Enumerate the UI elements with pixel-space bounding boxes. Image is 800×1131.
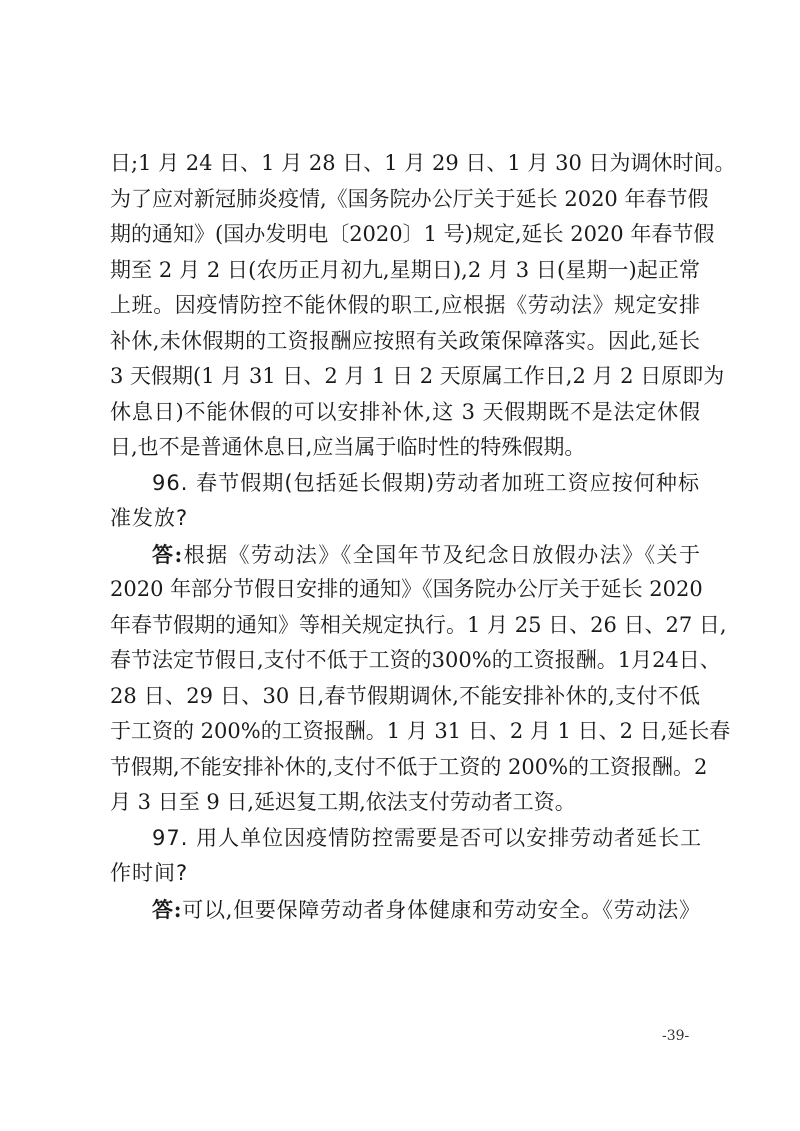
question-97-line: 作时间? — [110, 861, 189, 885]
answer-97-first-line — [110, 892, 700, 928]
paragraph-holiday-explanation — [110, 146, 736, 466]
question-96-line: 准发放? — [110, 506, 189, 530]
text-line: 为了应对新冠肺炎疫情,《国务院办公厅关于延长 2020 年春节假 — [110, 186, 709, 211]
document-body — [110, 146, 736, 927]
page-number: -39- — [662, 1028, 690, 1044]
text-line: 日;1 月 24 日、1 月 28 日、1 月 29 日、1 月 30 日为调休时间。 — [110, 151, 736, 175]
text-line: 月 3 日至 9 日,延迟复工期,依法支付劳动者工资。 — [110, 790, 576, 814]
question-97-line: 97. 用人单位因疫情防控需要是否可以安排劳动者延长工 — [152, 825, 703, 850]
answer-label: 答: — [152, 541, 183, 567]
answer-97-text: 可以,但要保障劳动者身体健康和劳动安全。《劳动法》 — [181, 897, 700, 922]
text-line: 休息日)不能休假的可以安排补休,这 3 天假期既不是法定休假 — [110, 399, 700, 424]
text-line: 于工资的 200%的工资报酬。1 月 31 日、2 月 1 日、2 日,延长春 — [110, 719, 731, 743]
text-line: 28 日、29 日、30 日,春节假期调休,不能安排补休的,支付不低 — [110, 683, 700, 708]
text-line: 3 天假期(1 月 31 日、2 月 1 日 2 天原属工作日,2 月 2 日原即为 — [110, 364, 725, 388]
text-line: 期至 2 月 2 日(农历正月初九,星期日),2 月 3 日(星期一)起正常 — [110, 257, 700, 282]
text-line: 春节法定节假日,支付不低于工资的300%的工资报酬。1月24日、 — [110, 648, 721, 672]
answer-96-paragraph — [110, 537, 731, 821]
question-96-line: 96. 春节假期(包括延长假期)劳动者加班工资应按何种标 — [152, 470, 700, 495]
answer-97-paragraph — [110, 892, 700, 928]
text-line: 补休,未休假期的工资报酬应按照有关政策保障落实。因此,延长 — [110, 328, 700, 353]
text-line: 2020 年部分节假日安排的通知》《国务院办公厅关于延长 2020 — [110, 577, 703, 601]
answer-label: 答: — [152, 896, 182, 922]
text-line: 期的通知》(国办发明电〔2020〕1 号)规定,延长 2020 年春节假 — [110, 222, 715, 246]
text-line: 年春节假期的通知》等相关规定执行。1 月 25 日、26 日、27 日, — [110, 612, 727, 637]
question-97-heading — [110, 821, 703, 892]
text-line: 上班。因疫情防控不能休假的职工,应根据《劳动法》规定安排 — [110, 293, 700, 317]
text-line: 节假期,不能安排补休的,支付不低于工资的 200%的工资报酬。2 — [110, 754, 708, 779]
question-96-heading — [110, 466, 700, 537]
answer-96-text: 根据《劳动法》《全国年节及纪念日放假办法》《关于 — [182, 542, 700, 567]
answer-96-first-line — [110, 537, 700, 573]
text-line: 日,也不是普通休息日,应当属于临时性的特殊假期。 — [110, 435, 586, 459]
